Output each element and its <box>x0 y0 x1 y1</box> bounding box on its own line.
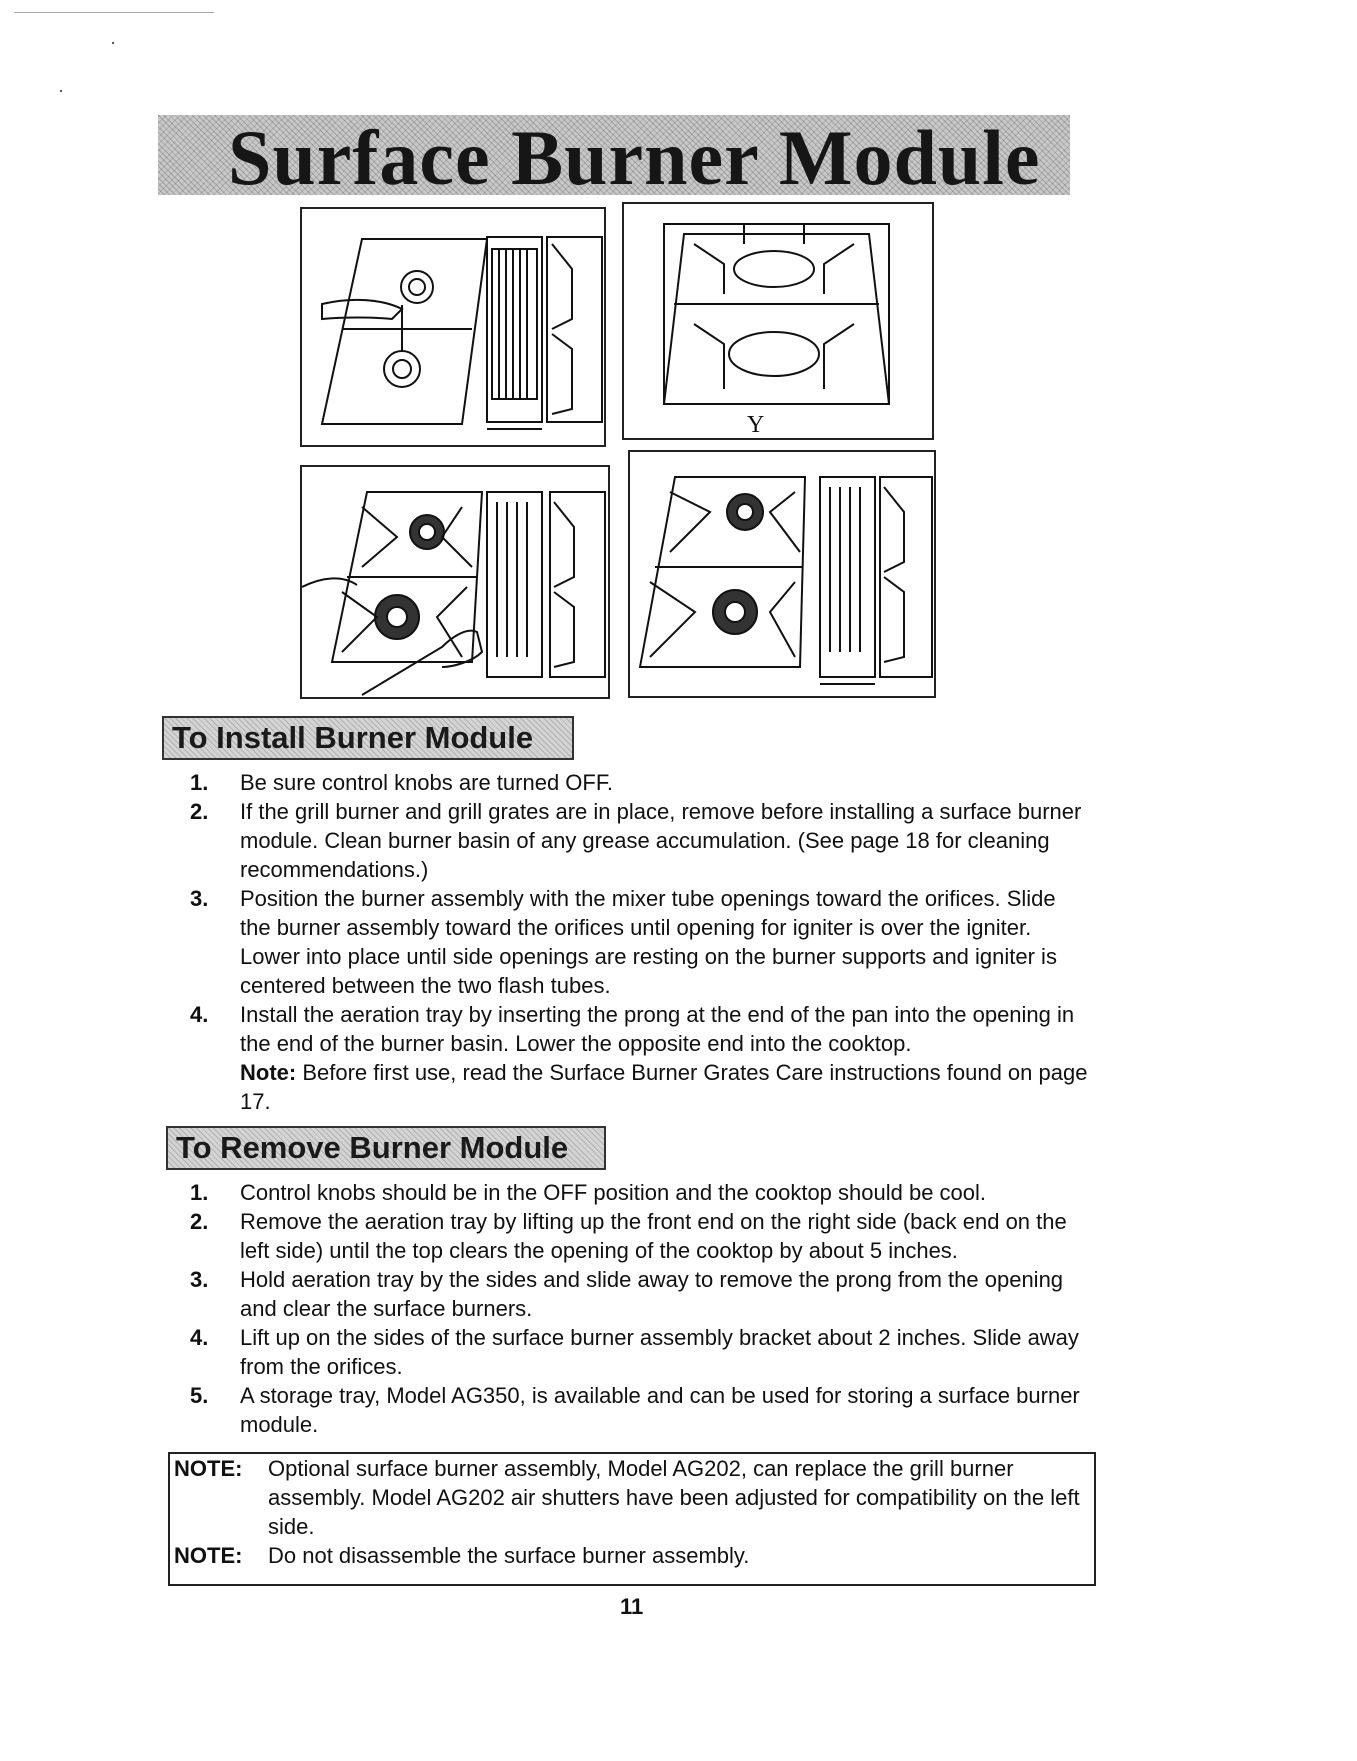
figure-installed-module <box>628 450 936 698</box>
install-steps-list <box>190 768 1090 1116</box>
list-item <box>190 1000 1090 1058</box>
step-number: 1. <box>190 770 209 795</box>
scan-artifact <box>60 90 62 92</box>
note-text: Do not disassemble the surface burner assembly. <box>268 1543 750 1568</box>
cooktop-illustration <box>302 209 604 445</box>
note-text: Before first use, read the Surface Burner Grates Care instructions found on page 17. <box>240 1060 1088 1114</box>
list-item <box>190 1265 1090 1323</box>
step-number: 3. <box>190 886 209 911</box>
step-number: 4. <box>190 1325 209 1350</box>
install-illustration <box>302 467 608 697</box>
remove-steps-list <box>190 1178 1090 1439</box>
grates-illustration <box>624 204 932 438</box>
install-heading-text: To Install Burner Module <box>172 720 534 755</box>
list-item <box>190 1323 1090 1381</box>
install-note <box>190 1058 1090 1116</box>
step-text: Position the burner assembly with the mixer tube openings toward the orifices. Slide the burner assembly toward the orifices until opening for igniter is over the igniter. Lower into place until side openings are resting on the burner supports and igniter is centered between the two flash tubes. <box>240 886 1057 998</box>
step-number: 4. <box>190 1002 209 1027</box>
notes-box <box>168 1452 1096 1586</box>
step-text: Control knobs should be in the OFF position and the cooktop should be cool. <box>240 1180 987 1205</box>
step-number: 5. <box>190 1383 209 1408</box>
page-number: 11 <box>620 1594 644 1619</box>
remove-section-heading <box>166 1126 606 1170</box>
step-number: 2. <box>190 799 209 824</box>
remove-heading-text: To Remove Burner Module <box>176 1130 569 1165</box>
figure-install-lowering-burner <box>300 207 606 447</box>
page-title-banner <box>158 115 1070 195</box>
figure-install-aeration-tray <box>300 465 610 699</box>
list-item <box>190 1381 1090 1439</box>
note-label: Note: <box>240 1060 297 1085</box>
step-text: A storage tray, Model AG350, is available and can be used for storing a surface burner module. <box>240 1383 1080 1437</box>
step-text: Hold aeration tray by the sides and slide away to remove the prong from the opening and clear the surface burners. <box>240 1267 1064 1321</box>
step-number: 2. <box>190 1209 209 1234</box>
list-item <box>190 768 1090 797</box>
step-text: Be sure control knobs are turned OFF. <box>240 770 613 795</box>
list-item <box>190 1178 1090 1207</box>
figure-callout: Y <box>747 412 765 438</box>
step-text: Remove the aeration tray by lifting up the front end on the right side (back end on the left side) until the top clears the opening of the cooktop by about 5 inches. <box>240 1209 1067 1263</box>
step-text: If the grill burner and grill grates are in place, remove before installing a surface burner module. Clean burner basin of any grease accumulation. (See page 18 for cleaning recommendations.) <box>240 799 1082 882</box>
step-text: Lift up on the sides of the surface burner assembly bracket about 2 inches. Slide away from the orifices. <box>240 1325 1079 1379</box>
install-section-heading <box>162 716 574 760</box>
note-row <box>170 1541 1094 1570</box>
step-number: 1. <box>190 1180 209 1205</box>
list-item <box>190 884 1090 1000</box>
installed-illustration <box>630 452 934 696</box>
step-text: Install the aeration tray by inserting the prong at the end of the pan into the opening in the end of the burner basin. Lower the opposite end into the cooktop. <box>240 1002 1075 1056</box>
page-title: Surface Burner Module <box>228 115 1041 195</box>
figure-burner-grates-top-view <box>622 202 934 440</box>
list-item <box>190 797 1090 884</box>
step-number: 3. <box>190 1267 209 1292</box>
note-label: NOTE: <box>174 1456 243 1481</box>
note-label: NOTE: <box>174 1543 243 1568</box>
scan-artifact <box>14 12 214 13</box>
list-item <box>190 1207 1090 1265</box>
note-row <box>170 1454 1094 1541</box>
scan-artifact <box>112 42 114 44</box>
note-text: Optional surface burner assembly, Model AG202, can replace the grill burner assembly. Model AG202 air shutters have been adjusted for compatibility on the left side. <box>268 1456 1080 1539</box>
